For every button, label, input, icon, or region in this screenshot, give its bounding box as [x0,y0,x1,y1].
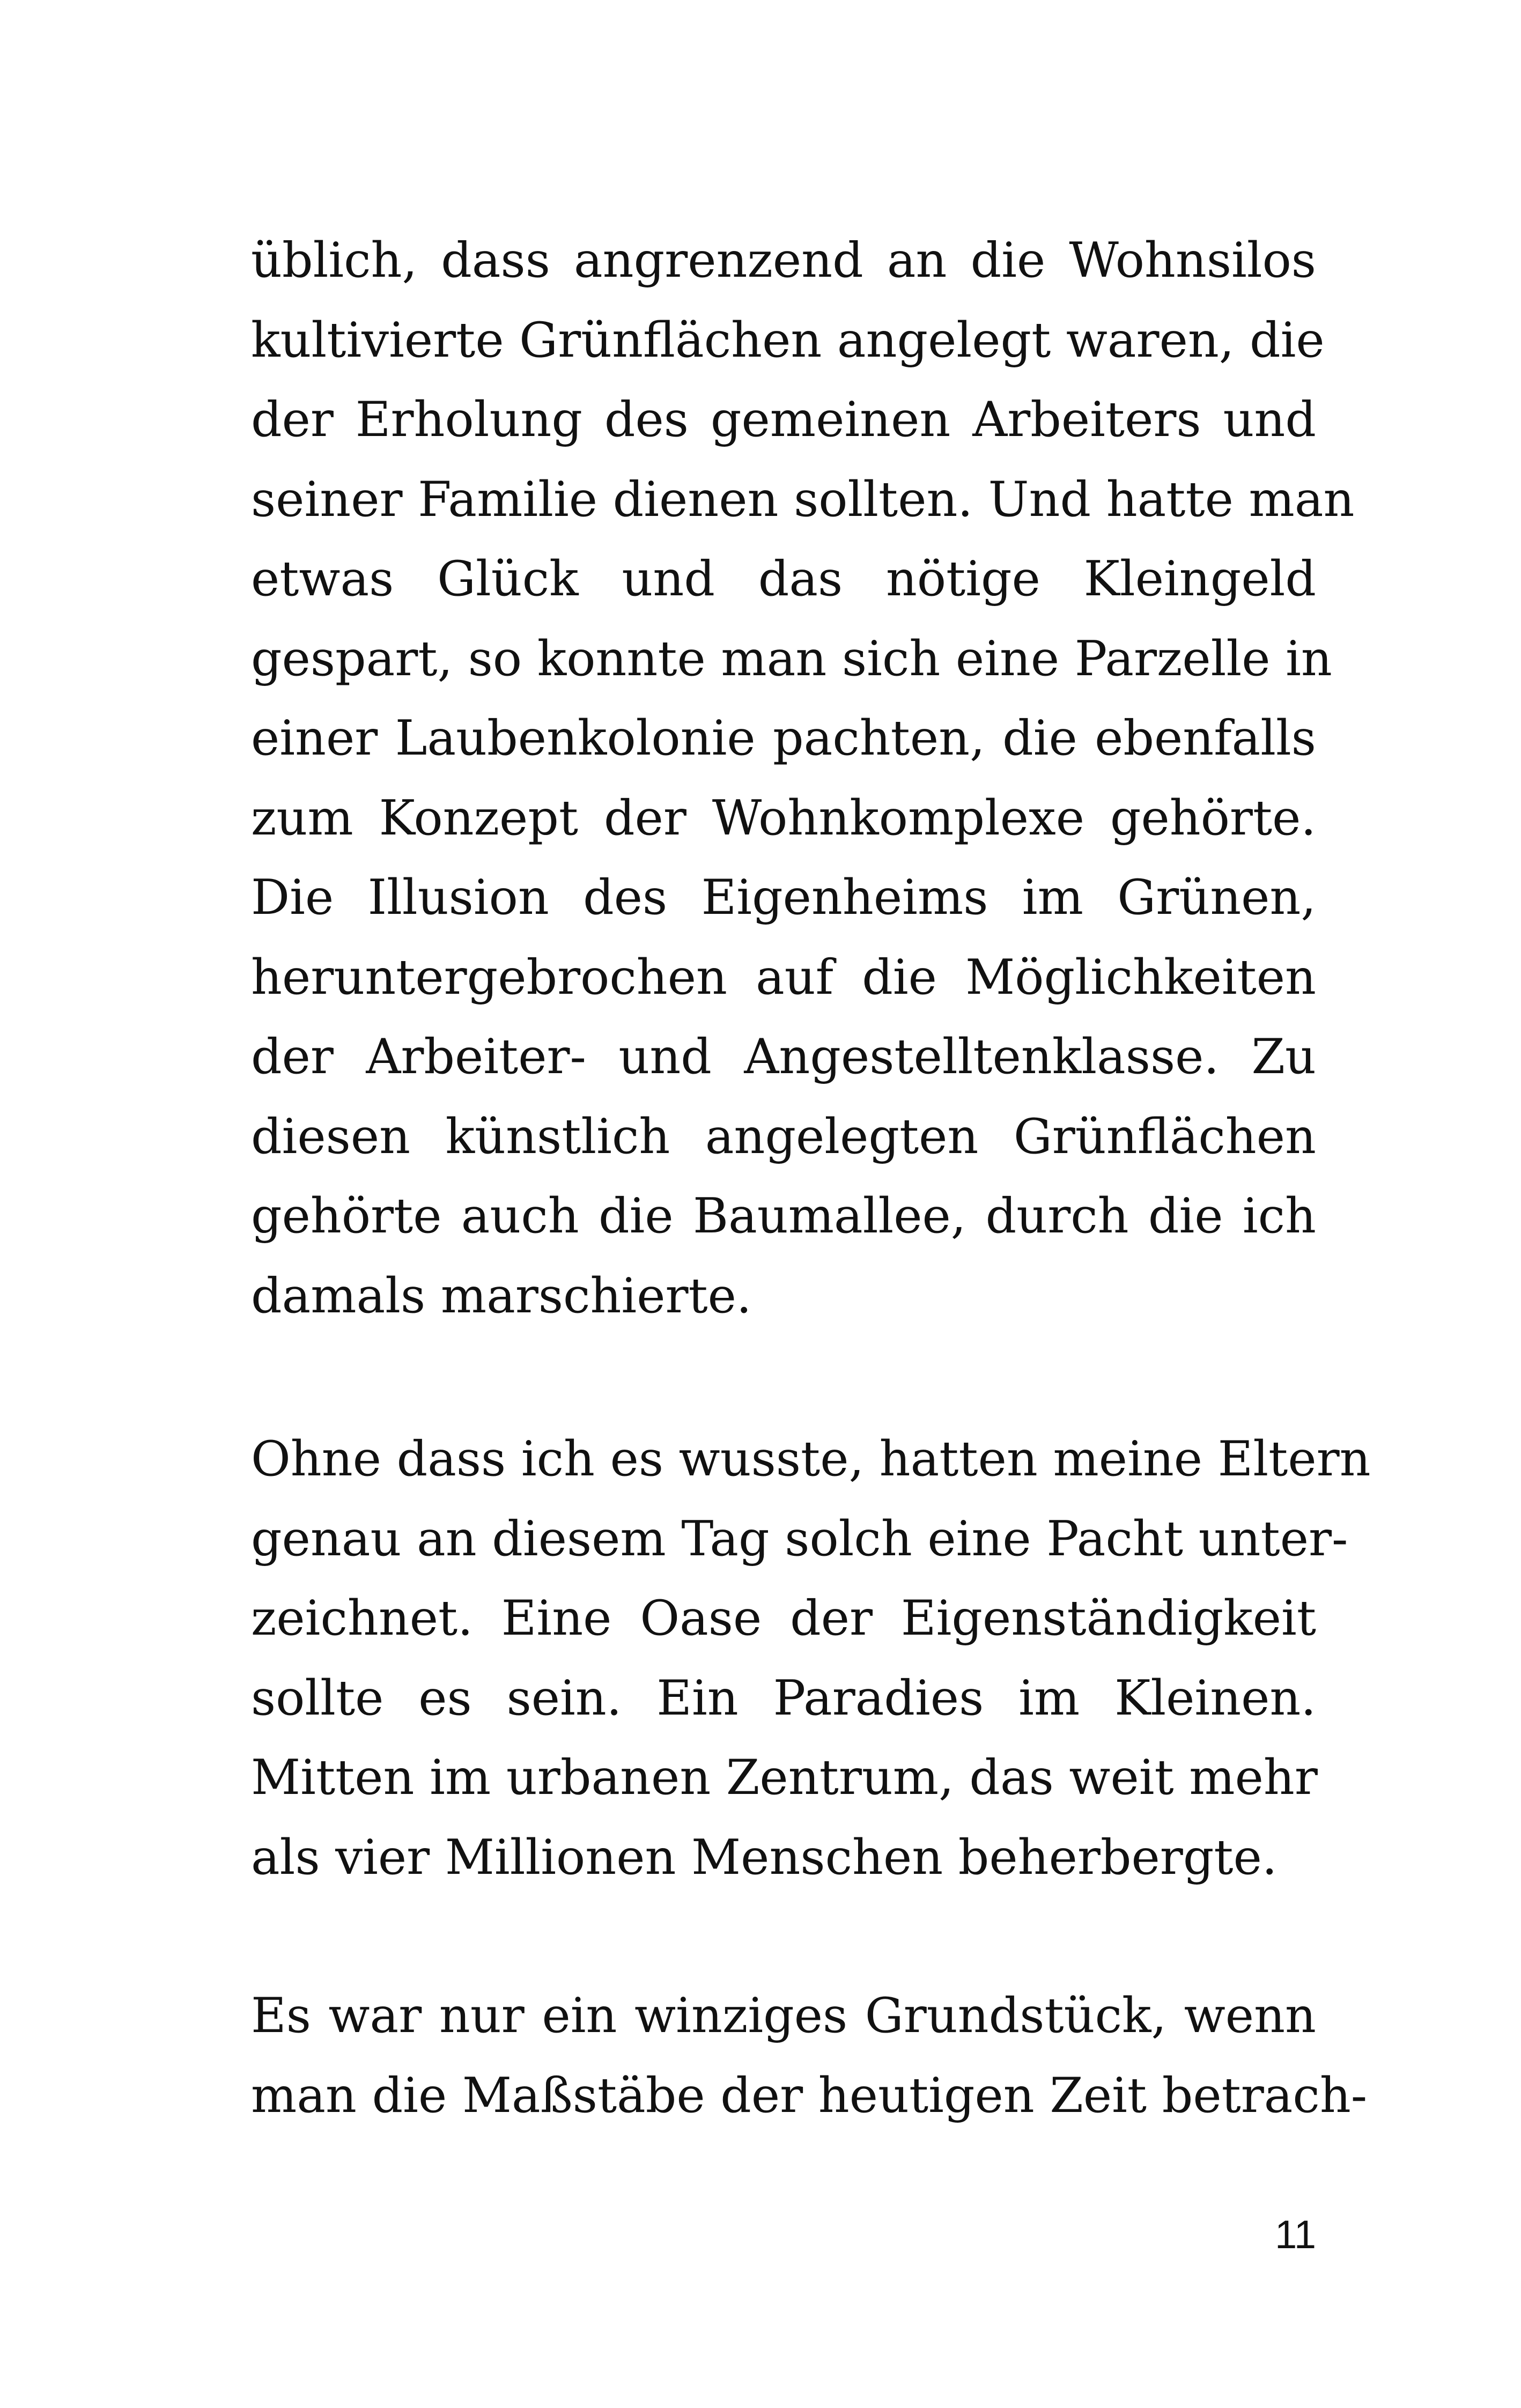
text-line: diesen künstlich angelegten Grünflächen [251,1108,1316,1165]
page-number: 11 [1275,2212,1316,2257]
text-line: Ohne dass ich es wusste, hatten meine Eltern [251,1431,1371,1487]
text-line: zeichnet. Eine Oase der Eigenständigkeit [251,1590,1316,1646]
text-line: heruntergebrochen auf die Möglichkeiten [251,949,1316,1006]
text-line: Es war nur ein winziges Grundstück, wenn [251,1988,1316,2044]
text-line: damals marschierte. [251,1267,752,1324]
text-line: gespart, so konnte man sich eine Parzelle in [251,630,1332,687]
text-line: der Arbeiter- und Angestelltenklasse. Zu [251,1029,1316,1085]
text-line: einer Laubenkolonie pachten, die ebenfalls [251,710,1316,766]
paragraph-2 [251,1420,1371,1897]
text-line: man die Maßstäbe der heutigen Zeit betrach- [251,2067,1368,2124]
text-line: der Erholung des gemeinen Arbeiters und [251,392,1316,448]
text-line: genau an diesem Tag solch eine Pacht unter- [251,1510,1348,1567]
text-line: als vier Millionen Menschen beherbergte. [251,1829,1278,1886]
text-line: üblich, dass angrenzend an die Wohnsilos [251,232,1316,289]
text-line: zum Konzept der Wohnkomplexe gehörte. [251,789,1316,846]
paragraph-3 [251,1976,1368,2136]
text-line: seiner Familie dienen sollten. Und hatte man [251,471,1355,528]
text-line: sollte es sein. Ein Paradies im Kleinen. [251,1670,1316,1726]
text-line: etwas Glück und das nötige Kleingeld [251,551,1316,607]
paragraph-1 [251,221,1355,1336]
text-line: Mitten im urbanen Zentrum, das weit mehr [251,1749,1318,1806]
text-line: Die Illusion des Eigenheims im Grünen, [251,869,1316,926]
text-line: kultivierte Grünflächen angelegt waren, die [251,312,1325,368]
text-line: gehörte auch die Baumallee, durch die ich [251,1188,1316,1244]
